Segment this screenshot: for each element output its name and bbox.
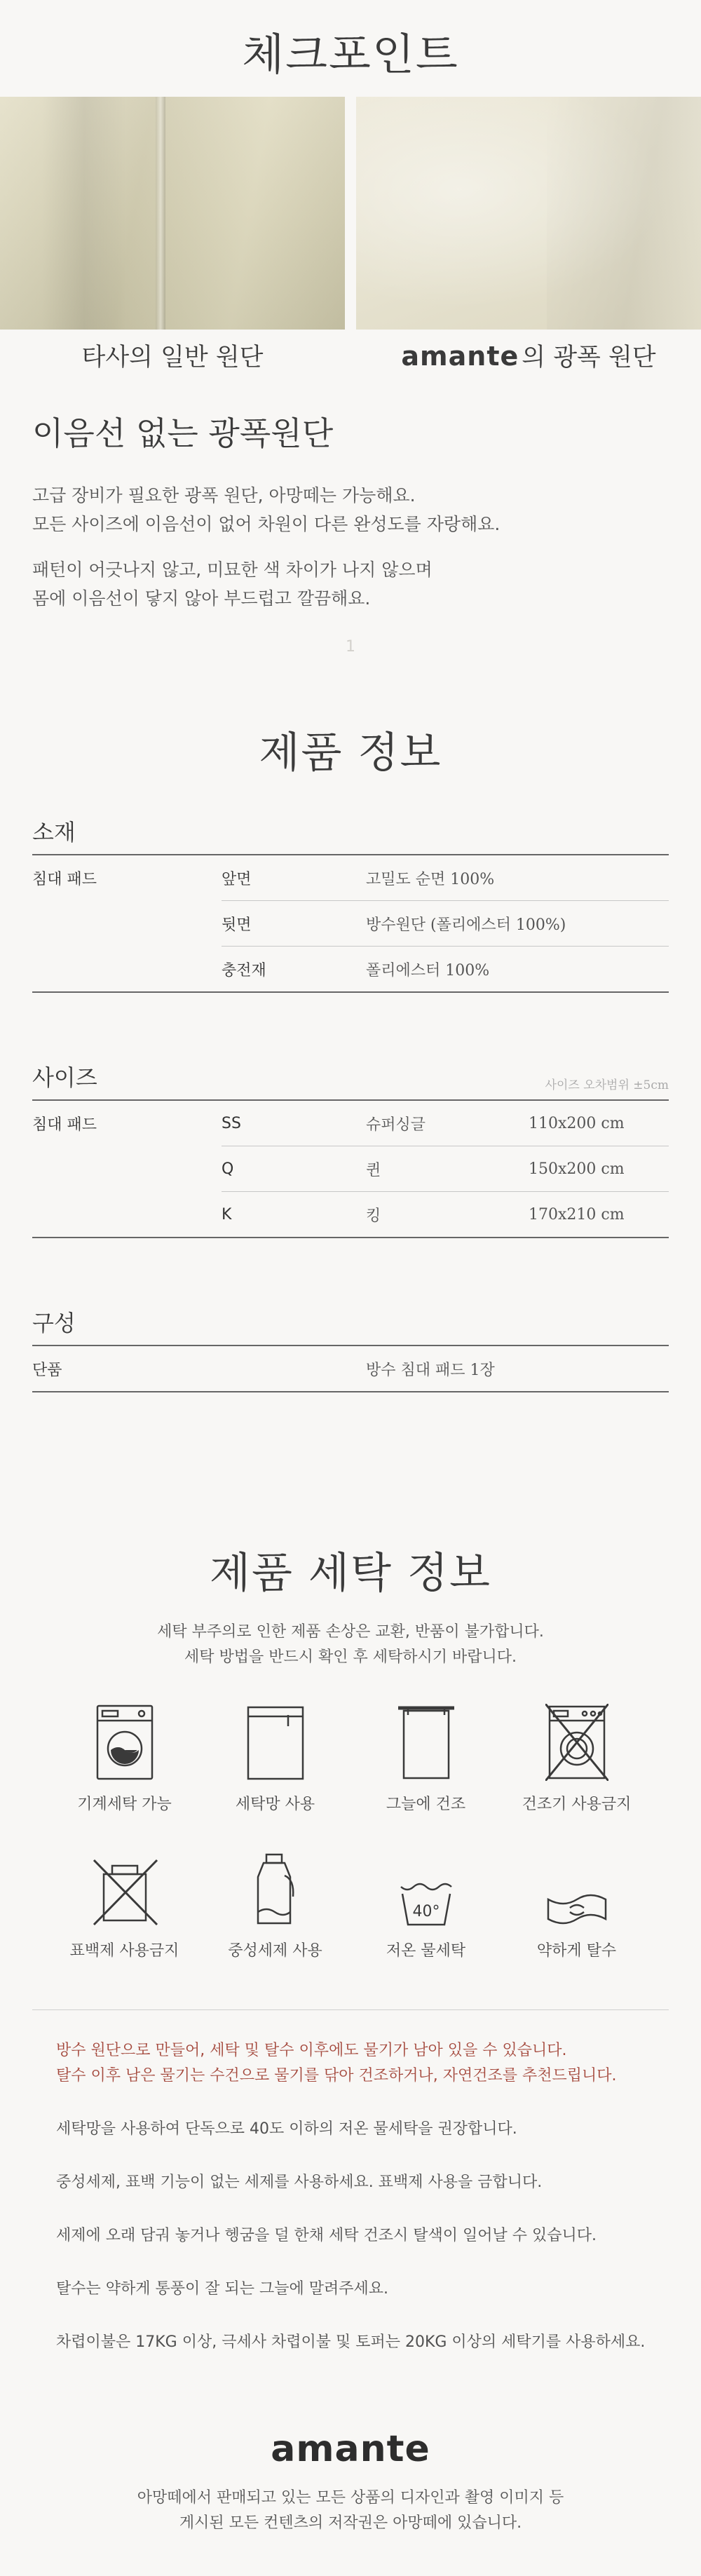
laundry-net-icon (233, 1698, 318, 1781)
gentle-spin-icon (535, 1845, 619, 1927)
section-mark: 1 (346, 638, 355, 656)
feature-paragraph-1: 고급 장비가 필요한 광폭 원단, 아망떼는 가능해요. 모든 사이즈에 이음선이 없어 차원이 다른 완성도를 자랑해요. (32, 485, 501, 534)
material-table (32, 855, 669, 993)
wash-icon-cell: 40° 저온 물세탁 (350, 1845, 501, 1960)
wash-temp-label: 40° (412, 1903, 440, 1920)
table-row: 침대 패드 앞면 고밀도 순면 100% (32, 855, 669, 901)
feature-paragraph-2: 패턴이 어긋나지 않고, 미묘한 색 차이가 나지 않으며 몸에 이음선이 닿지 않아 부드럽고 깔끔해요. (32, 560, 433, 609)
wash-icon-cell: 그늘에 건조 (350, 1698, 501, 1814)
wash-icon-cell: 건조기 사용금지 (501, 1698, 652, 1814)
waterproof-warning: 방수 원단으로 만들어, 세탁 및 탈수 이후에도 물기가 남아 있을 수 있습니다. 탈수 이후 남은 물기는 수건으로 물기를 닦아 건조하거나, 자연건조를 추천드립니다. (56, 2042, 617, 2084)
caption-brand-logo: amante (401, 341, 519, 372)
wash-icon-cell: 세탁망 사용 (200, 1698, 350, 1814)
caption-text: 의 광폭 원단 (522, 344, 656, 372)
product-info-title: 제품 정보 (259, 728, 442, 778)
fabric-comparison-photos (0, 97, 701, 330)
checkpoint-title: 체크포인트 (242, 29, 459, 80)
wash-note: 탈수는 약하게 통풍이 잘 되는 그늘에 말려주세요. (56, 2280, 388, 2298)
wash-notes (56, 2038, 669, 2355)
product-info-section (0, 679, 701, 1392)
wash-icon-cell: 중성세제 사용 (200, 1845, 350, 1960)
wash-info-section (0, 1392, 701, 2355)
composition-block (32, 1306, 669, 1392)
regular-fabric-photo (0, 97, 345, 330)
fabric-seam (156, 97, 165, 330)
size-block (32, 1060, 669, 1238)
wash-note: 세탁망을 사용하여 단독으로 40도 이하의 저온 물세탁을 권장합니다. (56, 2120, 517, 2138)
wash-divider (32, 2009, 669, 2010)
size-tolerance-note: 사이즈 오차범위 ±5cm (545, 1078, 669, 1092)
neutral-detergent-icon (233, 1845, 318, 1927)
wide-fabric-photo (356, 97, 701, 330)
material-heading: 소재 (32, 815, 669, 855)
no-tumble-dry-icon (535, 1698, 619, 1781)
amante-logo: amante (271, 2428, 430, 2470)
feature-description (32, 481, 701, 613)
table-row: 충전재 폴리에스터 100% (32, 947, 669, 993)
no-bleach-icon (83, 1845, 167, 1927)
wash-icon-grid (49, 1698, 652, 1960)
material-block (32, 815, 669, 993)
table-row: Q 퀸 150x200 cm (32, 1146, 669, 1192)
wash-40-icon (384, 1845, 468, 1927)
feature-heading: 이음선 없는 광폭원단 (32, 414, 334, 452)
wash-notice: 세탁 부주의로 인한 제품 손상은 교환, 반품이 불가합니다. 세탁 방법을 반드시 확인 후 세탁하시기 바랍니다. (157, 1623, 544, 1666)
wash-note: 세제에 오래 담궈 놓거나 헹굼을 덜 한채 세탁 건조시 탈색이 일어날 수 있습니다. (56, 2227, 597, 2244)
caption-wide-fabric (356, 338, 701, 373)
table-row: 단품 방수 침대 패드 1장 (32, 1346, 669, 1392)
checkpoint-section (0, 0, 701, 679)
wash-icon-cell: 약하게 탈수 (501, 1845, 652, 1960)
wash-icon-cell: 기계세탁 가능 (49, 1698, 200, 1814)
copyright-notice: 아망떼에서 판매되고 있는 모든 상품의 디자인과 촬영 이미지 등 게시된 모든 컨텐츠의 저작권은 아망떼에 있습니다. (137, 2489, 564, 2532)
table-row: 뒷면 방수원단 (폴리에스터 100%) (32, 901, 669, 947)
composition-heading: 구성 (32, 1306, 669, 1346)
wash-note: 중성세제, 표백 기능이 없는 세제를 사용하세요. 표백제 사용을 금합니다. (56, 2174, 543, 2191)
wash-info-title: 제품 세탁 정보 (210, 1549, 491, 1598)
wash-icon-cell: 표백제 사용금지 (49, 1845, 200, 1960)
wash-note: 차렵이불은 17KG 이상, 극세사 차렵이불 및 토퍼는 20KG 이상의 세탁기를 사용하세요. (56, 2333, 646, 2351)
photo-captions (0, 330, 701, 379)
footer (0, 2383, 701, 2536)
size-table (32, 1101, 669, 1238)
shade-dry-icon (384, 1698, 468, 1781)
table-row: 침대 패드 SS 슈퍼싱글 110x200 cm (32, 1101, 669, 1146)
table-row: K 킹 170x210 cm (32, 1192, 669, 1238)
washing-machine-icon (83, 1698, 167, 1781)
composition-table (32, 1346, 669, 1392)
size-heading: 사이즈 사이즈 오차범위 ±5cm (32, 1060, 669, 1101)
caption-regular-fabric: 타사의 일반 원단 (81, 344, 264, 372)
